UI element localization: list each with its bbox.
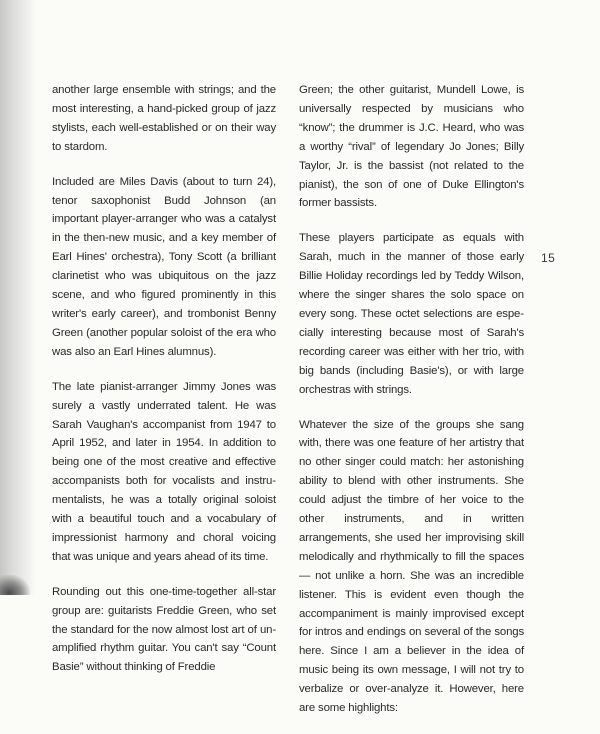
paragraph: another large ensemble with strings; and the most interesting, a hand-picked group of jazz stylists, each well-established or on their way to stardom. <box>52 84 276 153</box>
paragraph: The late pianist-arranger Jimmy Jones was surely a vastly underrated talent. He was Sarah Vaughan's accompanist from 1947 to April 1952, and later in 1954. In addition to being one of the most creative and effective accompanists both for vocalists and instrumentalists, he was a totally original soloist with a beautiful touch and a vocabulary of impressionist harmony and choral voicing that was unique and years ahead of its time. <box>52 380 276 563</box>
paragraph: Green; the other guitarist, Mundell Lowe, is universally respected by musicians who “know”; the drummer is J.C. Heard, who was a worthy “rival” of legendary Jo Jones; Billy Taylor, Jr. is the bassist (not related to the pianist), the son of one of Duke Ellington's former bassists. <box>299 84 524 210</box>
paragraph: Whatever the size of the groups she sang with, there was one feature of her artistry that no other singer could match: her astonishing ability to blend with other instruments. She could adjust the timbre of her voice to the other instruments, and in written arrangements, she used her improvising skill melodically and rhythmically to fill the spaces — not unlike a horn. She was an incredible listener. This is evident even though the accompaniment is mainly improvised except for intros and endings on several of the songs here. Since I am a believer in the idea of music being its own message, I will not try to verbalize or over-analyze it. However, here are some highlights: <box>299 418 524 715</box>
left-text-column <box>52 81 276 693</box>
right-text-column <box>299 81 524 734</box>
paragraph: These players participate as equals with Sarah, much in the manner of those early Billie Holiday recordings led by Teddy Wilson, where the singer shares the solo space on every song. These octet selections are especially interesting because most of Sarah's recording career was either with her trio, with big bands (including Basie's), or with large orchestras with strings. <box>299 232 524 396</box>
paragraph: Rounding out this one-time-together all-star group are: guitarists Freddie Green, who set the standard for the now almost lost art of un-amplified rhythm guitar. You can't say “Count Basie” without thinking of Freddie <box>52 585 276 674</box>
scan-smudge <box>0 575 30 595</box>
paragraph: Included are Miles Davis (about to turn 24), tenor saxophonist Budd Johnson (an important player-arranger who was a catalyst in the then-new music, and a key member of Earl Hines' orchestra), Tony Scott (a brilliant clarinetist who was ubiquitous on the jazz scene, and who figured prominently in this writer's early career), and trombonist Benny Green (another popular soloist of the era who was also an Earl Hines alumnus). <box>52 175 276 358</box>
page-number: 15 <box>541 251 556 265</box>
binding-shadow <box>0 0 36 595</box>
